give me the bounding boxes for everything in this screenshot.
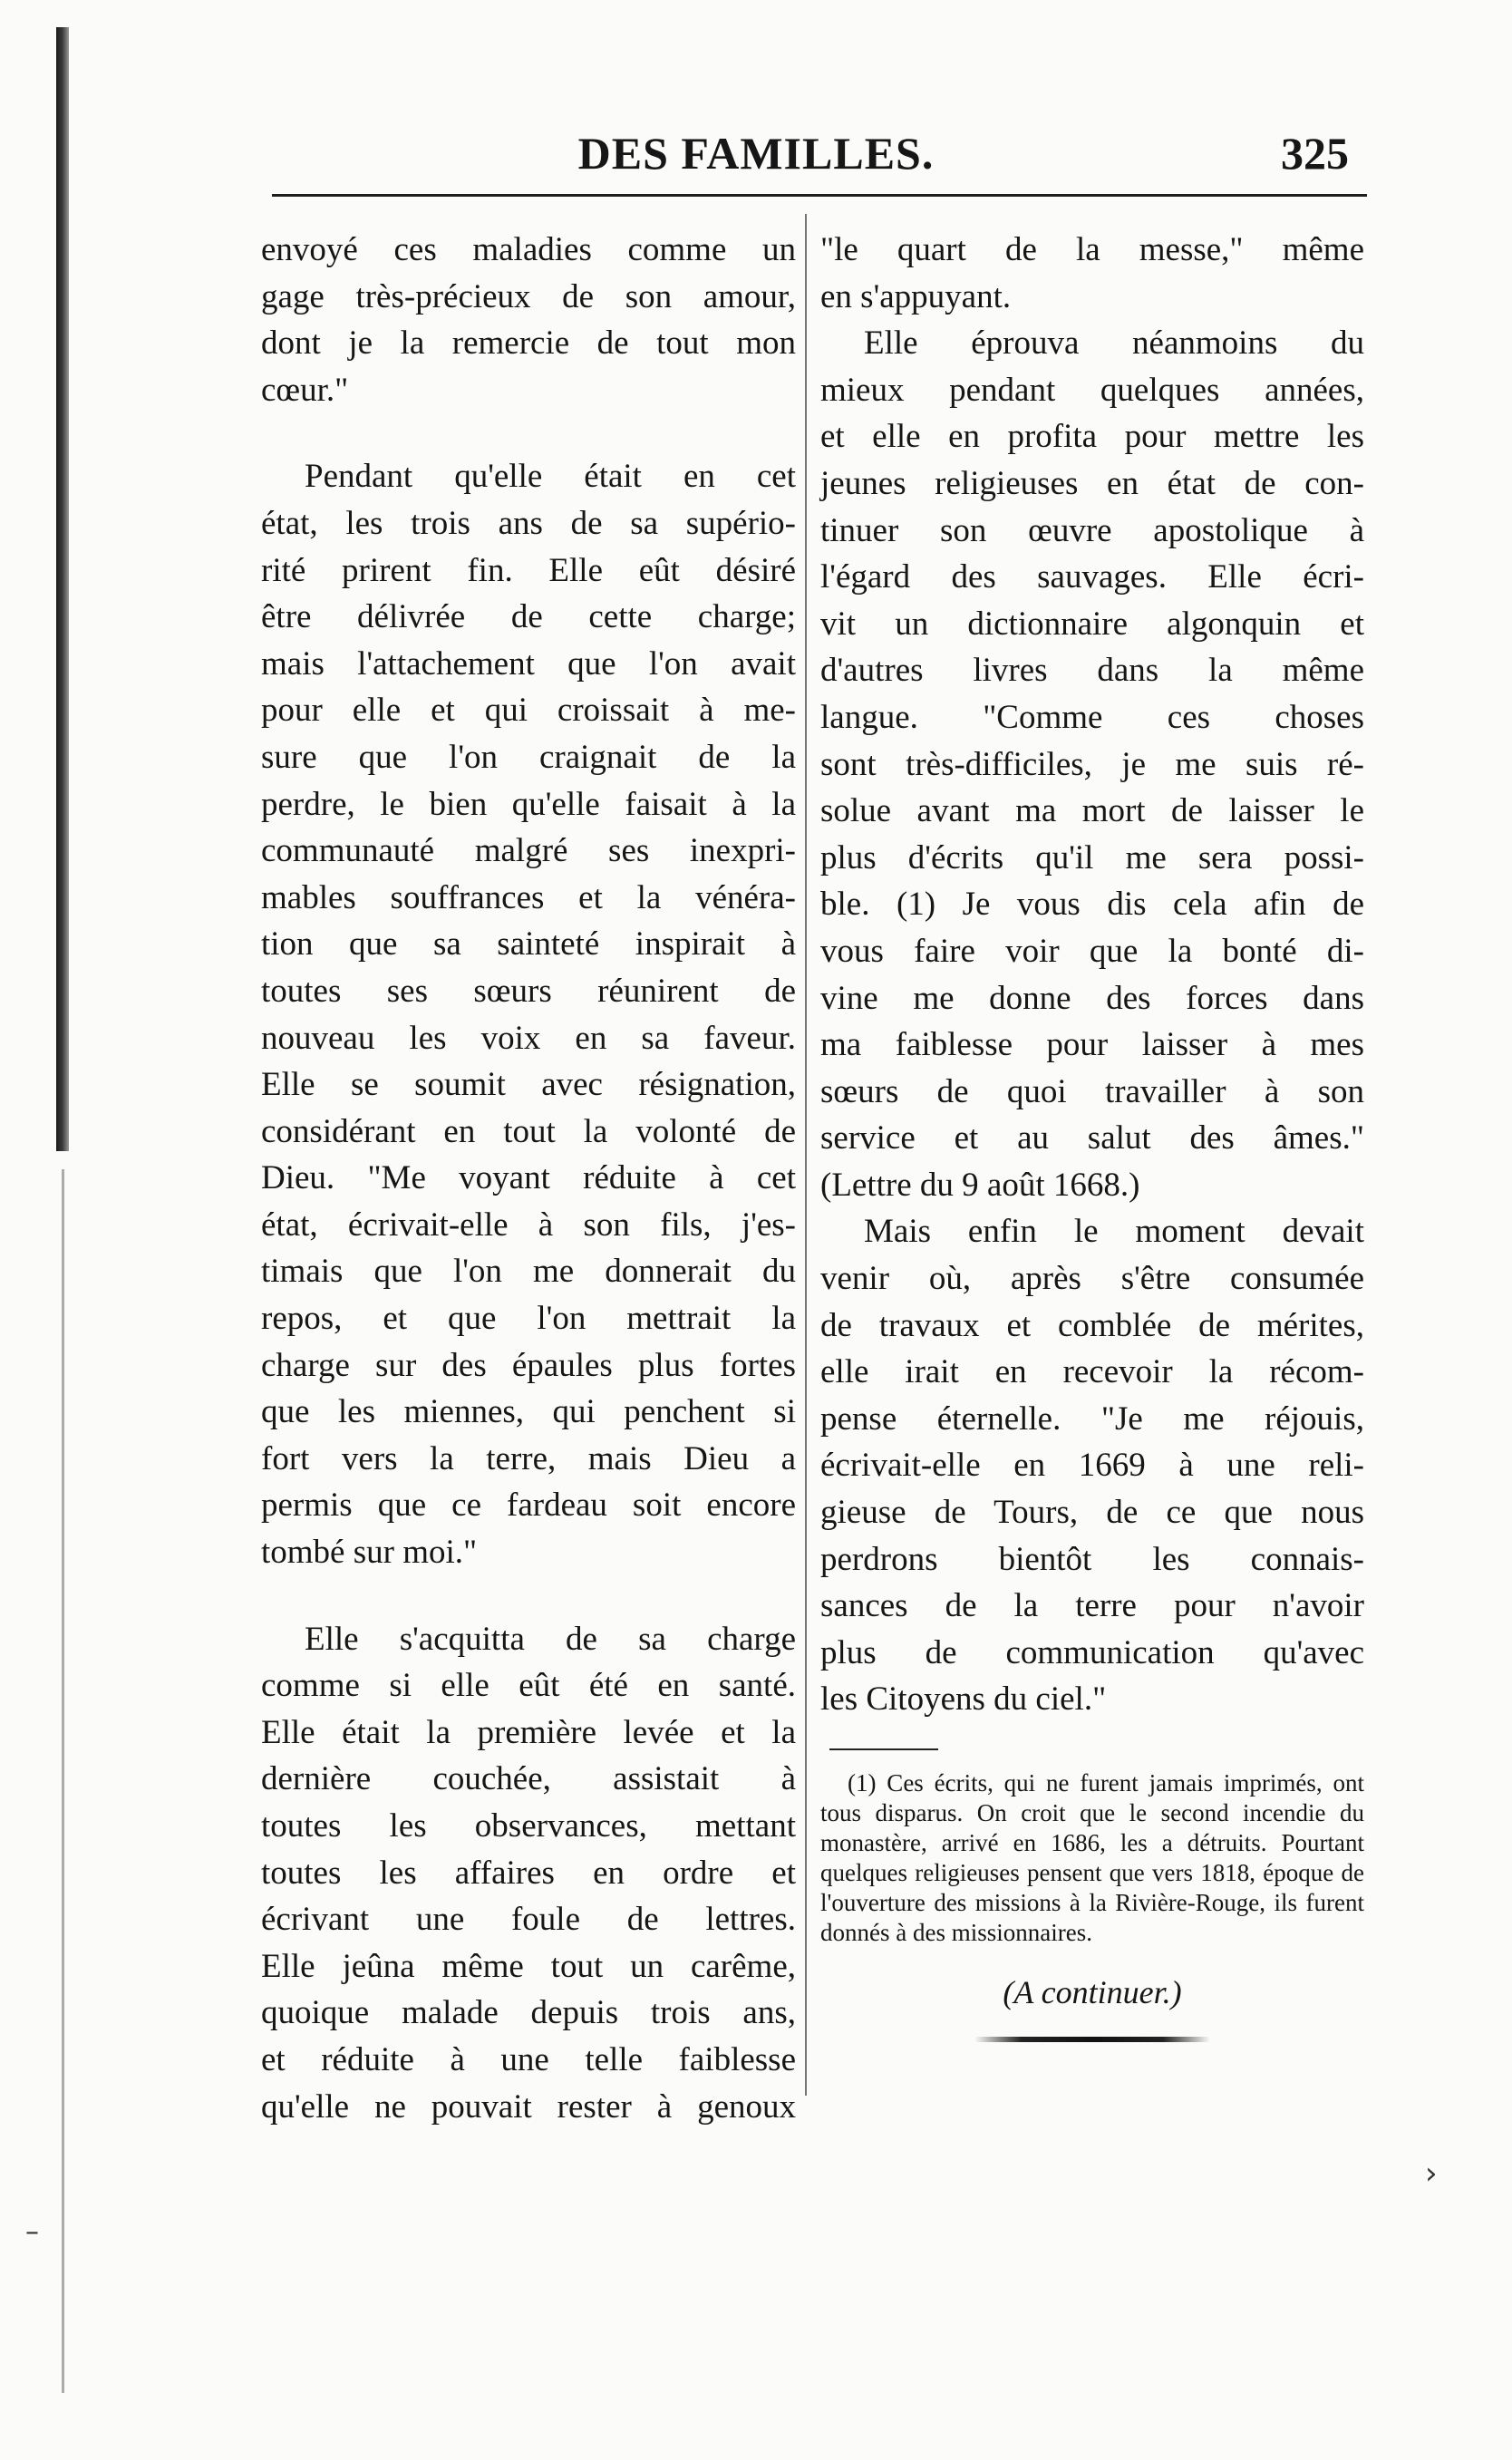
text-line: toutes les observances, mettant — [261, 1807, 796, 1845]
running-header-title: DES FAMILLES. — [577, 128, 935, 179]
binding-edge — [56, 27, 69, 1151]
binding-edge-shadow — [62, 1169, 64, 2393]
text-line: langue. "Comme ces choses — [820, 698, 1364, 736]
text-line: mables souffrances et la vénéra- — [261, 878, 796, 916]
text-line: plus de communication qu'avec — [820, 1633, 1364, 1671]
text-line: venir où, après s'être consumée — [820, 1260, 1364, 1298]
text-line: comme si elle eût été en santé. — [261, 1667, 796, 1705]
text-line: Elle jeûna même tout un carême, — [261, 1947, 796, 1985]
text-line: "le quart de la messe," même — [820, 231, 1364, 268]
text-line: et elle en profita pour mettre les — [820, 418, 1364, 456]
text-line: sances de la terre pour n'avoir — [820, 1587, 1364, 1625]
header-rule — [272, 194, 1367, 197]
footnote-rule — [829, 1748, 938, 1750]
page-number: 325 — [1281, 128, 1349, 179]
text-line: envoyé ces maladies comme un — [261, 231, 796, 268]
footnote: (1) Ces écrits, qui ne furent jamais imprimés, ont tous disparus. On croit que le second incendie du monastère, arrivé en 1686, les a détruits. Pourtant quelques religieuses pensent que vers 1818, époque de l'ouverture des missions à la Rivière-Rouge, ils furent donnés à des missionnaires. — [820, 1769, 1364, 1946]
text-line: (Lettre du 9 août 1668.) — [820, 1166, 1140, 1204]
text-line: mais l'attachement que l'on avait — [261, 644, 796, 683]
text-line: nouveau les voix en sa faveur. — [261, 1019, 796, 1057]
text-line: tombé sur moi." — [261, 1534, 478, 1572]
text-line: gage très-précieux de son amour, — [261, 277, 796, 315]
end-ornament-rule — [974, 2037, 1210, 2042]
text-line: permis que ce fardeau soit encore — [261, 1487, 796, 1525]
text-line: considérant en tout la volonté de — [261, 1112, 796, 1150]
text-line: les Citoyens du ciel." — [820, 1680, 1107, 1719]
text-line: tinuer son œuvre apostolique à — [820, 511, 1364, 549]
text-line: dont je la remercie de tout mon — [261, 324, 796, 363]
text-line: vit un dictionnaire algonquin et — [820, 605, 1364, 643]
text-line: perdrons bientôt les connais- — [820, 1540, 1364, 1578]
text-line: elle irait en recevoir la récom- — [820, 1353, 1364, 1391]
text-line: Dieu. "Me voyant réduite à cet — [261, 1159, 796, 1197]
text-line: toutes les affaires en ordre et — [261, 1854, 796, 1892]
right-column — [820, 227, 1364, 2042]
text-line: toutes ses sœurs réunirent de — [261, 972, 796, 1010]
text-line: et réduite à une telle faiblesse — [261, 2040, 796, 2078]
margin-scan-mark: – — [25, 2216, 39, 2248]
text-line: Elle éprouva néanmoins du — [864, 324, 1364, 363]
continuation-note: (A continuer.) — [1003, 1974, 1182, 2010]
text-line: pour elle et qui croissait à me- — [261, 692, 796, 730]
text-line: l'égard des sauvages. Elle écri- — [820, 558, 1364, 596]
text-line: état, les trois ans de sa supério- — [261, 504, 796, 542]
text-line: pense éternelle. "Je me réjouis, — [820, 1399, 1364, 1438]
text-line: service et au salut des âmes." — [820, 1119, 1364, 1157]
text-line: jeunes religieuses en état de con- — [820, 464, 1364, 502]
text-line: plus d'écrits qu'il me sera possi- — [820, 838, 1364, 876]
text-line: solue avant ma mort de laisser le — [820, 792, 1364, 830]
column-divider — [805, 214, 807, 2096]
text-line: sont très-difficiles, je me suis ré- — [820, 745, 1364, 783]
text-line: sure que l'on craignait de la — [261, 738, 796, 776]
text-line: en s'appuyant. — [820, 277, 1012, 315]
text-line: cœur." — [261, 371, 349, 409]
text-line: perdre, le bien qu'elle faisait à la — [261, 785, 796, 823]
text-line: repos, et que l'on mettrait la — [261, 1300, 796, 1338]
text-line: charge sur des épaules plus fortes — [261, 1346, 796, 1384]
text-line: état, écrivait-elle à son fils, j'es- — [261, 1206, 796, 1244]
text-line: vous faire voir que la bonté di- — [820, 932, 1364, 970]
text-line: Elle se soumit avec résignation, — [261, 1066, 796, 1104]
text-line: de travaux et comblée de mérites, — [820, 1306, 1364, 1344]
text-line: qu'elle ne pouvait rester à genoux — [261, 2087, 796, 2126]
text-line: que les miennes, qui penchent si — [261, 1393, 796, 1431]
text-line: Pendant qu'elle était en cet — [305, 458, 796, 496]
left-column — [261, 227, 796, 2130]
text-line: ble. (1) Je vous dis cela afin de — [820, 886, 1364, 924]
text-line: mieux pendant quelques années, — [820, 371, 1364, 409]
text-line: quoique malade depuis trois ans, — [261, 1994, 796, 2032]
text-line: timais que l'on me donnerait du — [261, 1253, 796, 1291]
text-line: Elle s'acquitta de sa charge — [305, 1620, 796, 1658]
text-line: rité prirent fin. Elle eût désiré — [261, 551, 796, 589]
margin-pencil-mark: › — [1425, 2155, 1438, 2192]
text-line: écrivant une foule de lettres. — [261, 1901, 796, 1939]
text-line: fort vers la terre, mais Dieu a — [261, 1439, 796, 1477]
text-line: d'autres livres dans la même — [820, 652, 1364, 690]
text-line: écrivait-elle en 1669 à une reli- — [820, 1447, 1364, 1485]
text-line: gieuse de Tours, de ce que nous — [820, 1494, 1364, 1532]
text-line: vine me donne des forces dans — [820, 979, 1364, 1017]
text-line: Mais enfin le moment devait — [864, 1213, 1364, 1251]
text-line: Elle était la première levée et la — [261, 1713, 796, 1751]
text-line: tion que sa sainteté inspirait à — [261, 925, 796, 964]
text-line: ma faiblesse pour laisser à mes — [820, 1026, 1364, 1064]
text-line: communauté malgré ses inexpri- — [261, 832, 796, 870]
text-line: sœurs de quoi travailler à son — [820, 1072, 1364, 1110]
text-line: dernière couchée, assistait à — [261, 1760, 796, 1798]
text-line: être délivrée de cette charge; — [261, 598, 796, 636]
